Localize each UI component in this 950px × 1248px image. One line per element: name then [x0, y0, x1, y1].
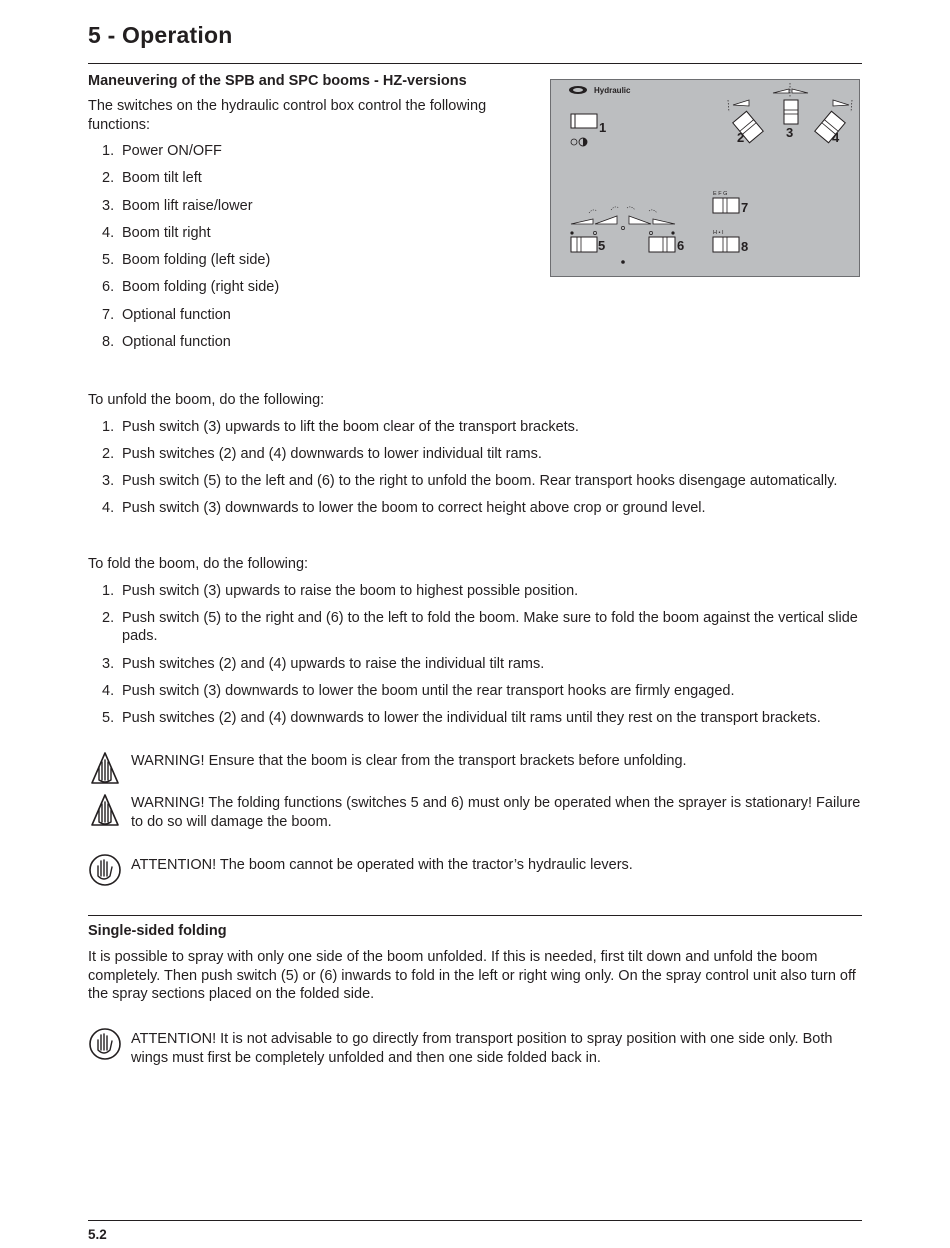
function-item-number: 5. — [102, 252, 115, 269]
switch-1-power — [571, 114, 597, 146]
attention-hand-icon — [88, 1026, 122, 1062]
unfold-step — [88, 499, 862, 518]
footer-rule — [88, 1220, 862, 1221]
unfold-step-text: Push switch (5) to the left and (6) to the right to unfold the boom. Rear transport hooks disengage automatically. — [122, 473, 838, 490]
fold-step-number: 1. — [102, 582, 115, 599]
switch-7-optional — [713, 198, 739, 213]
switch-number-6: 6 — [677, 238, 685, 253]
center-dot — [621, 260, 625, 264]
fold-step-number: 4. — [102, 682, 115, 699]
warning-note-2 — [88, 792, 862, 831]
section-intro: The switches on the hydraulic control box control the following functions: — [88, 98, 487, 133]
warning-hand-icon — [88, 750, 122, 786]
function-item-number: 3. — [102, 197, 115, 214]
fold-step-number: 3. — [102, 655, 115, 672]
attention-note-2 — [88, 1026, 862, 1067]
switch-number-2: 2 — [737, 130, 745, 145]
brand-label: Hydraulic — [594, 86, 631, 95]
function-item — [88, 251, 508, 270]
function-item-text: Boom lift raise/lower — [122, 197, 253, 214]
switch-7-labels: E F G — [713, 191, 728, 197]
unfold-step — [88, 472, 862, 491]
fold-step-number: 2. — [102, 609, 115, 626]
fold-step-text: Push switch (5) to the right and (6) to the left to fold the boom. Make sure to fold the boom against the vertical slide pads. — [122, 609, 858, 645]
warning-hand-icon — [88, 792, 122, 828]
control-box-svg — [551, 80, 859, 276]
switch-6-fold-right — [649, 231, 675, 252]
function-item-text: Boom tilt right — [122, 224, 211, 241]
unfold-section — [88, 391, 862, 527]
function-item-text: Optional function — [122, 306, 231, 323]
fold-section — [88, 555, 862, 736]
switch-number-4: 4 — [832, 130, 840, 145]
switch-number-8: 8 — [741, 239, 749, 254]
section-heading-single-sided: Single-sided folding — [88, 923, 227, 939]
unfold-intro: To unfold the boom, do the following: — [88, 392, 325, 408]
switch-8-labels: H • I — [713, 230, 724, 236]
attention-text-1: ATTENTION! The boom cannot be operated with the tractor’s hydraulic levers. — [131, 857, 633, 873]
brand-logo-icon — [569, 86, 587, 94]
switch-number-1: 1 — [599, 120, 607, 135]
switch-number-5: 5 — [598, 238, 606, 253]
single-sided-body: It is possible to spray with only one side of the boom unfolded. If this is needed, first tilt down and unfold the boom completely. Then push switch (5) or (6) inwards to fold in the left or right wing only. On the spray control unit also turn off the spray sections placed on the folded side. — [88, 949, 856, 1002]
warning-note-1 — [88, 750, 862, 771]
function-item-text: Power ON/OFF — [122, 143, 222, 159]
fold-step — [88, 609, 862, 646]
section-heading: Maneuvering of the SPB and SPC booms - HZ-versions — [88, 73, 467, 89]
function-item-text: Boom folding (right side) — [122, 279, 280, 296]
function-item — [88, 224, 508, 243]
unfold-step-text: Push switch (3) downwards to lower the boom to correct height above crop or ground level. — [122, 500, 706, 517]
unfold-steps — [88, 418, 862, 518]
warning-text-1: WARNING! Ensure that the boom is clear from the transport brackets before unfolding. — [131, 753, 687, 769]
header-rule — [88, 63, 862, 64]
function-item-number: 1. — [102, 143, 115, 159]
function-item-number: 4. — [102, 224, 115, 241]
attention-hand-icon — [88, 852, 122, 888]
switch-2-tilt-left — [728, 100, 763, 143]
page-number: 5.2 — [88, 1227, 107, 1242]
section-single-sided — [88, 923, 862, 1004]
fold-step-text: Push switches (2) and (4) upwards to raise the individual tilt rams. — [122, 655, 545, 672]
unfold-step-number: 4. — [102, 500, 115, 517]
function-item-number: 6. — [102, 279, 115, 296]
warning-text-2: WARNING! The folding functions (switches 5 and 6) must only be operated when the sprayer is stationary! Failure to do so will damage the boom. — [131, 795, 861, 830]
fold-step-text: Push switch (3) upwards to raise the boom to highest possible position. — [122, 582, 579, 599]
switch-3-lift — [773, 83, 808, 124]
fold-step — [88, 709, 862, 728]
fold-step — [88, 582, 862, 601]
fold-step-number: 5. — [102, 710, 115, 727]
unfold-step-number: 2. — [102, 445, 115, 462]
function-item — [88, 306, 508, 325]
fold-step — [88, 682, 862, 701]
function-item-number: 7. — [102, 306, 115, 323]
unfold-step-text: Push switches (2) and (4) downwards to lower individual tilt rams. — [122, 445, 542, 462]
attention-text-2: ATTENTION! It is not advisable to go directly from transport position to spray position with one side only. Both wings must first be completely unfolded and then one side folded back in. — [131, 1031, 833, 1066]
unfold-step-number: 1. — [102, 418, 115, 435]
unfold-step-text: Push switch (3) upwards to lift the boom clear of the transport brackets. — [122, 418, 579, 435]
switch-8-optional — [713, 237, 739, 252]
functions-list — [88, 142, 508, 352]
function-item-number: 8. — [102, 334, 115, 351]
fold-step-text: Push switches (2) and (4) downwards to lower the individual tilt rams until they rest on the transport brackets. — [122, 710, 821, 727]
unfold-step — [88, 418, 862, 437]
function-item — [88, 278, 508, 297]
fold-intro: To fold the boom, do the following: — [88, 556, 309, 572]
fold-step — [88, 655, 862, 674]
switch-number-7: 7 — [741, 200, 749, 215]
switch-5-fold-left — [570, 231, 597, 252]
boom-folding-symbol — [571, 207, 675, 230]
function-item — [88, 333, 508, 352]
unfold-step — [88, 445, 862, 464]
function-item-text: Optional function — [122, 334, 231, 351]
control-box-diagram — [550, 79, 860, 277]
section-rule — [88, 915, 862, 916]
function-item — [88, 169, 508, 188]
function-item-text: Boom tilt left — [122, 170, 202, 187]
fold-step-text: Push switch (3) downwards to lower the boom until the rear transport hooks are firmly engaged. — [122, 682, 735, 699]
attention-note-1 — [88, 852, 862, 875]
unfold-step-number: 3. — [102, 473, 115, 490]
page-title: 5 - Operation — [88, 22, 233, 48]
section-maneuvering — [88, 73, 508, 360]
function-item — [88, 197, 508, 216]
function-item — [88, 142, 508, 161]
switch-number-3: 3 — [786, 125, 794, 140]
function-item-number: 2. — [102, 170, 115, 187]
fold-steps — [88, 582, 862, 728]
function-item-text: Boom folding (left side) — [122, 252, 271, 269]
